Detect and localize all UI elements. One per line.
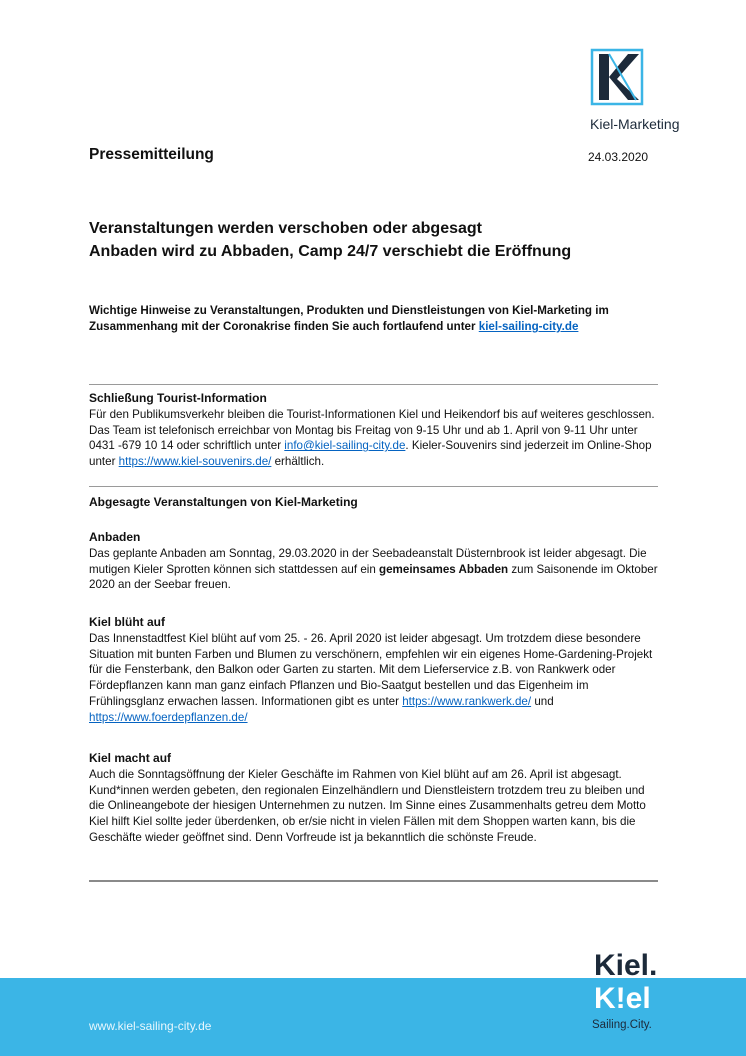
anbaden-heading: Anbaden <box>89 530 141 544</box>
divider <box>89 486 658 487</box>
kiel-blueht-auf-section <box>89 615 659 726</box>
tourist-info-heading: Schließung Tourist-Information <box>89 391 267 405</box>
anbaden-bold: gemeinsames Abbaden <box>379 562 509 576</box>
cancelled-events-heading: Abgesagte Veranstaltungen von Kiel-Marketing <box>89 495 358 509</box>
kiel-macht-auf-heading: Kiel macht auf <box>89 751 172 765</box>
souvenir-shop-link[interactable]: https://www.kiel-souvenirs.de/ <box>118 455 272 469</box>
page-title: Pressemitteilung <box>89 146 214 163</box>
press-date: 24.03.2020 <box>588 150 649 164</box>
email-link[interactable]: info@kiel-sailing-city.de <box>284 439 406 453</box>
intro-body: Wichtige Hinweise zu Veranstaltungen, Produkten und Dienstleistungen von Kiel-Marketing im Zusammenhang mit der Coronakrise finden Sie auch fortlaufend unter <box>89 304 609 333</box>
kiel-blueht-auf-body: Das Innenstadtfest Kiel blüht auf vom 25. - 26. April 2020 ist leider abgesagt. Um trotzdem diese besondere Situation mit bunten Farben und Blumen zu verschönern, empfehlen wir ein eigenes Home-Gardening-Projekt für die Fensterbank, den Balkon oder Garten zu starten. Mit dem Lieferservice z.B. von Rankwerk oder Fördepflanzen kann man ganz einfach Pflanzen und Bio-Saatgut bestellen und das Eigenheim im Frühlingsglanz erwachen lassen. Informationen gibt es unter <box>89 631 653 708</box>
intro-text <box>89 303 659 335</box>
kiel-marketing-logo-icon <box>590 48 644 106</box>
kiel-sailing-city-logo <box>593 948 673 1014</box>
kiel-blueht-auf-heading: Kiel blüht auf <box>89 615 165 629</box>
kiel-macht-auf-text: Auch die Sonntagsöffnung der Kieler Geschäfte im Rahmen von Kiel blüht auf am 26. April ist abgesagt. Kund*innen werden gebeten, den regionalen Einzelhändlern und Dienstleistern trotzdem treu zu bleiben und die Onlineangebote der hiesigen Unternehmen zu nutzen. Im Sinne eines Zusammenhalts getreu dem Motto Kiel hilft Kiel sollte jeder überdenken, ob er/sie nicht in vielen Fällen mit dem Shoppen warten kann, bis die Geschäfte wieder geöffnet sind. Denn Vorfreude ist ja bekanntlich die schönste Freude. <box>89 767 646 844</box>
foerdepflanzen-link[interactable]: https://www.foerdepflanzen.de/ <box>89 710 248 724</box>
kiel-logo-line-2: K!el <box>594 982 651 1014</box>
headline-line-2: Anbaden wird zu Abbaden, Camp 24/7 verschiebt die Eröffnung <box>89 243 572 260</box>
anbaden-text <box>89 546 659 593</box>
link-connector: und <box>531 694 554 708</box>
divider <box>89 880 658 882</box>
anbaden-body-2: zum Saisonende im Oktober 2020 an der Seebar freuen. <box>89 562 658 592</box>
anbaden-body-1: Das geplante Anbaden am Sonntag, 29.03.2020 in der Seebadeanstalt Düsternbrook ist leider abgesagt. Die mutigen Kieler Sprotten können sich stattdessen auf ein <box>89 546 647 576</box>
headline-line-1: Veranstaltungen werden verschoben oder abgesagt <box>89 220 482 237</box>
intro-link[interactable]: kiel-sailing-city.de <box>478 320 579 333</box>
kiel-macht-auf-section <box>89 751 659 846</box>
tourist-info-body-3: erhältlich. <box>271 455 325 469</box>
brand-name: Kiel-Marketing <box>590 116 680 132</box>
divider <box>89 384 658 385</box>
kiel-tagline: Sailing.City. <box>592 1019 652 1031</box>
tourist-info-section <box>89 391 659 470</box>
tourist-info-body-2: . Kieler-Souvenirs sind jederzeit im Online-Shop unter <box>89 439 652 469</box>
headline <box>89 217 571 263</box>
kiel-logo-line-1: Kiel. <box>594 949 658 982</box>
tourist-info-body-1: Für den Publikumsverkehr bleiben die Tourist-Informationen Kiel und Heikendorf bis auf weiteres geschlossen. Das Team ist telefonisch erreichbar von Montag bis Freitag von 9-15 Uhr und ab 1. April von 9-11 Uhr unter 0431 -679 10 14 oder schriftlich unter <box>89 407 655 453</box>
tourist-info-text <box>89 407 659 470</box>
anbaden-section <box>89 530 659 593</box>
kiel-blueht-auf-text <box>89 631 659 726</box>
footer-url: www.kiel-sailing-city.de <box>89 1019 212 1033</box>
rankwerk-link[interactable]: https://www.rankwerk.de/ <box>402 694 532 708</box>
